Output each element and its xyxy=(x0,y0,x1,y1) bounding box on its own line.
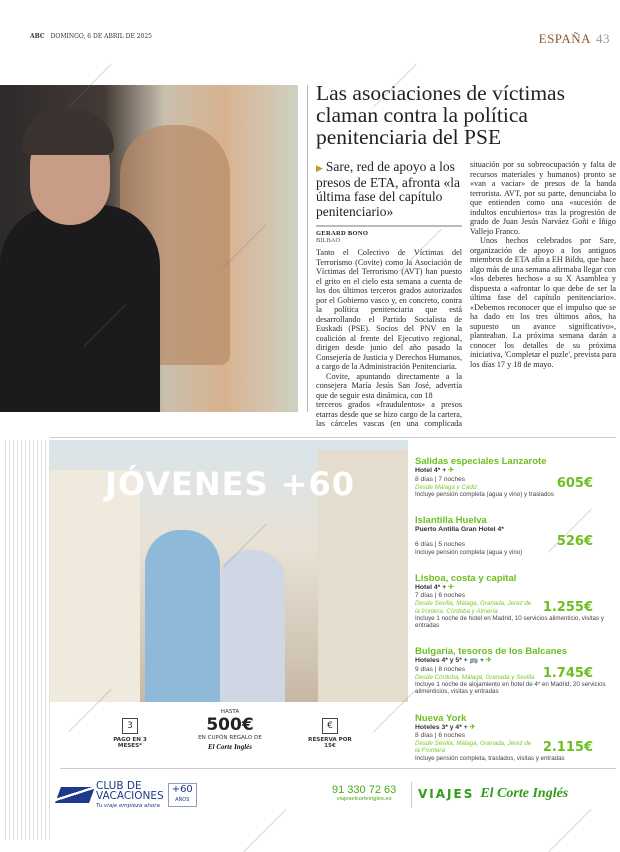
hotel-text: Hoteles 4* y 5* + 🚌 + xyxy=(415,657,484,665)
offer-title: Nueva York xyxy=(415,712,467,724)
page-number: 43 xyxy=(596,31,610,46)
paper-name: ABC xyxy=(30,33,45,40)
ad-separator xyxy=(50,437,616,438)
hotel-text: Hotel 4* + xyxy=(415,583,447,591)
offer-details xyxy=(415,592,537,615)
offer-details xyxy=(415,732,537,755)
hotel-text: Puerto Antilla Gran Hotel 4* xyxy=(415,526,504,533)
calendar-icon: 3 xyxy=(122,718,138,734)
offer-origin: Desde Córdoba, Málaga, Granada y Sevilla xyxy=(415,673,535,681)
plane-icon: ✈ xyxy=(469,723,476,731)
paragraph: Covite, apuntando directamente a la consejera María Jesús San José, advertía que de seguir esta dinámica, con 18 xyxy=(316,371,462,400)
column-divider xyxy=(307,85,308,412)
coupon-label: EN CUPÓN REGALO DE xyxy=(198,735,262,741)
offer-duration: 8 días | 6 noches xyxy=(415,732,466,740)
divider xyxy=(411,782,412,808)
website-link[interactable]: viajeselcorteingles.es xyxy=(336,796,392,802)
coupon-amount: 500€ xyxy=(206,715,254,735)
offer-duration: 8 días | 7 noches xyxy=(415,475,466,483)
offer-details-row xyxy=(415,535,615,549)
offer-price: 605€ xyxy=(556,475,593,491)
hotel-text: Hoteles 3* y 4* + xyxy=(415,723,468,731)
perk-label: RESERVA POR 15€ xyxy=(308,737,352,749)
offer-duration: 9 días | 8 noches xyxy=(415,665,466,673)
offer-details-row xyxy=(415,666,615,681)
ad-headline: JÓVENES +60 xyxy=(105,465,356,503)
offer-origin: Desde Sevilla, Málaga, Granada, Jerez de la Frontera xyxy=(415,740,532,755)
plane-icon: ✈ xyxy=(448,467,454,474)
eci-logo: El Corte Inglés xyxy=(480,786,569,801)
eci-logo-small: El Corte Inglés xyxy=(208,743,252,751)
offer-includes: Incluye pensión completa (agua y vino) xyxy=(415,548,523,556)
hotel-text: Hotel 4* + xyxy=(415,467,447,474)
offer-title: Islantilla Huelva xyxy=(415,515,487,526)
byline-author: GERARD BONO xyxy=(316,230,369,237)
offer-duration: 6 días | 5 noches xyxy=(415,540,466,548)
perk-coupon xyxy=(180,709,280,751)
article-body xyxy=(316,160,616,430)
offer-price: 1.255€ xyxy=(542,599,593,615)
issue-date: DOMINGO, 6 DE ABRIL DE 2025 xyxy=(50,33,153,40)
offer-origin: Desde Sevilla, Málaga, Granada, Jerez de la frontera, Córdoba y Almería xyxy=(415,600,532,615)
offer-price: 2.115€ xyxy=(542,739,593,755)
deck-text: Sare, red de apoyo a los presos de ETA, afronta «la última fase del capítulo penitenciario» xyxy=(316,159,460,219)
badge-number: +60 xyxy=(171,784,193,795)
contact xyxy=(332,784,396,802)
offer-price: 1.745€ xyxy=(542,666,593,682)
offer-hotel xyxy=(415,657,615,666)
offer-title: Bulgaria, tesoros de los Balcanes xyxy=(415,646,568,658)
paragraph: terceros grados «fraudulentos» a presos etarras desde que se hizo cargo de la cartera, las cárceles vascas (en una complicada situación por su sobreocupación y falta de recursos materiales y humanos) pronto se «van a vaciar» de presos de la banda terrorista. AVT, por su parte, denunciaba lo que entienden como una «sucesión de indultos encubiertos» tras la progresión de grado de Juan Jesús Narváez Goñi e Iñigo Vallejo Franco. xyxy=(316,160,616,428)
offer-details-row xyxy=(415,732,615,755)
section-header xyxy=(539,31,610,47)
offer-title: Lisboa, costa y capital xyxy=(415,572,517,584)
perk-pay-3-months xyxy=(105,718,155,749)
offer-hotel xyxy=(415,584,615,593)
offer-origin: Desde Málaga y Cádiz xyxy=(415,483,478,491)
club-tagline: Tu viaje empieza ahora xyxy=(96,803,160,809)
offers-list xyxy=(415,456,615,762)
ad-legal-fineprint xyxy=(2,440,50,840)
offer-title: Salidas especiales Lanzarote xyxy=(415,456,547,467)
section-name: ESPAÑA xyxy=(538,31,591,46)
article-photo xyxy=(0,85,298,412)
offer-price: 526€ xyxy=(556,533,593,549)
badge-sub: AÑOS xyxy=(175,797,190,803)
triangle-bullet-icon: ▶ xyxy=(316,163,323,173)
travel-offer xyxy=(415,515,615,556)
offer-details xyxy=(415,666,537,681)
phone-number[interactable]: 91 330 72 63 xyxy=(332,784,397,796)
travel-offer xyxy=(415,573,615,630)
byline-rule xyxy=(316,225,462,227)
club-line2: VACACIONES xyxy=(96,790,164,802)
article-deck xyxy=(316,160,462,219)
perk-reserve xyxy=(305,718,355,749)
offer-includes: Incluye pensión completa, traslados, visitas y entradas xyxy=(415,754,565,762)
offer-hotel xyxy=(415,467,615,476)
perk-hasta: HASTA xyxy=(220,709,240,715)
offer-details xyxy=(415,541,551,549)
travel-offer xyxy=(415,713,615,762)
offer-includes: Incluye pensión completa (agua y vino) y traslados xyxy=(415,490,554,498)
ad-footer-rule xyxy=(60,768,616,769)
offer-details-row xyxy=(415,592,615,615)
paragraph: Unos hechos celebrados por Sare, organización de apoyo a los antiguos miembros de ETA afín a EH Bildu, que hace algo más de una semana afirmaba llegar con «los deberes hechos» a su X Asamblea y dispuesta a «afrontar lo que debe de ser la última fase del capítulo penitenciario». «Debemos reconocer que el impulso que se ha dado en los tres últimos años, ha supuesto un avance significativo», planteaban. La próxima semana darán a conocer los detalles de su próxima iniciativa, 'Completar el puzle', prevista para los días 17 y 18 de mayo. xyxy=(470,236,616,369)
travel-offer xyxy=(415,456,615,498)
age-badge xyxy=(168,783,197,807)
offer-details-row xyxy=(415,476,615,491)
perk-label: PAGO EN 3 MESES* xyxy=(113,737,147,749)
euro-ticket-icon: € xyxy=(322,718,338,734)
article-column-1 xyxy=(316,248,462,400)
offer-hotel xyxy=(415,724,615,733)
byline-place: BILBAO xyxy=(316,237,341,244)
offer-includes: Incluye 1 noche de alojamiento en hotel de 4* en Madrid, 20 servicios alimenticios, visitas y entradas xyxy=(415,681,606,696)
plane-icon: ✈ xyxy=(448,583,454,591)
offer-details xyxy=(415,476,551,491)
viajes-eci-logo xyxy=(418,786,568,802)
club-line1: CLUB DE xyxy=(96,780,142,792)
plane-icon: ✈ xyxy=(485,657,492,665)
offer-duration: 7 días | 6 noches xyxy=(415,592,466,600)
viajes-label: VIAJES xyxy=(418,787,475,801)
travel-offer xyxy=(415,646,615,695)
page-header-left xyxy=(30,33,152,40)
offer-includes: Incluye 1 noche de hotel en Madrid, 10 servicios alimenticio, visitas y entradas xyxy=(415,614,604,630)
article-headline: Las asociaciones de víctimas claman contra la política penitenciaria del PSE xyxy=(316,81,565,149)
paragraph: Tanto el Colectivo de Víctimas del Terrorismo (Covite) como la Asociación de Víctimas del Terrorismo (AVT) han puesto el grito en el cielo esta semana a cuenta de los dos últimos terceros grados autorizados por el Gobierno vasco y, en concreto, contra la política penitenciaria que está desarrollando el Partido Socialista de Euskadi (PSE). Socios del PNV en la coalición al frente del Ejecutivo regional, dirigen desde junio del año pasado la Consejería de Justicia y Derechos Humanos, a cargo de la Administración Penitenciaria. xyxy=(316,248,462,371)
club-vacaciones-logo xyxy=(58,781,197,809)
club-logo-icon xyxy=(55,787,95,803)
